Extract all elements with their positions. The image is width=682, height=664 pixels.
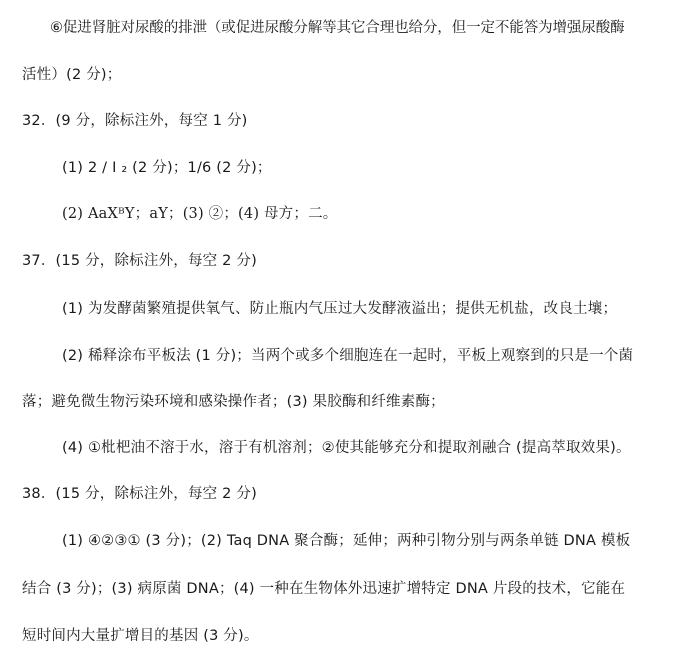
q37-answer-1: (1) 为发酵菌繁殖提供氧气、防止瓶内气压过大发酵液溢出；提供无机盐，改良土壤； — [62, 301, 618, 317]
question-32-heading: 32．(9 分，除标注外，每空 1 分) — [22, 113, 248, 129]
q38-answer-1-end: 短时间内大量扩增目的基因 (3 分)。 — [22, 628, 259, 644]
text-line-1: ⑥促进肾脏对尿酸的排泄（或促进尿酸分解等其它合理也给分，但一定不能答为增强尿酸酶 — [50, 20, 625, 36]
question-38-heading: 38．(15 分，除标注外，每空 2 分) — [22, 486, 257, 502]
q37-answer-2: (2) 稀释涂布平板法 (1 分)；当两个或多个细胞连在一起时，平板上观察到的只是一个菌 — [62, 348, 634, 364]
question-37-heading: 37．(15 分，除标注外，每空 2 分) — [22, 253, 257, 269]
q38-answer-1: (1) ④②③① (3 分)；(2) Taq DNA 聚合酶；延伸；两种引物分别与两条单链 DNA 模板 — [62, 533, 631, 549]
q37-answer-2-cont: 落；避免微生物污染环境和感染操作者；(3) 果胶酶和纤维素酶； — [22, 394, 445, 410]
text-line-2: 活性）(2 分)； — [22, 67, 122, 83]
q32-answer-1: (1) 2 / I ₂ (2 分)；1/6 (2 分)； — [62, 160, 272, 176]
q38-answer-1-cont: 结合 (3 分)；(3) 病原菌 DNA；(4) 一种在生物体外迅速扩增特定 DNA 片段的技术，它能在 — [22, 581, 626, 597]
q37-answer-4: (4) ①枇杷油不溶于水，溶于有机溶剂；②使其能够充分和提取剂融合 (提高萃取效果)。 — [62, 440, 631, 456]
q32-answer-2: (2) AaXᴮY；aY；(3) ②；(4) 母方；二。 — [62, 206, 338, 222]
